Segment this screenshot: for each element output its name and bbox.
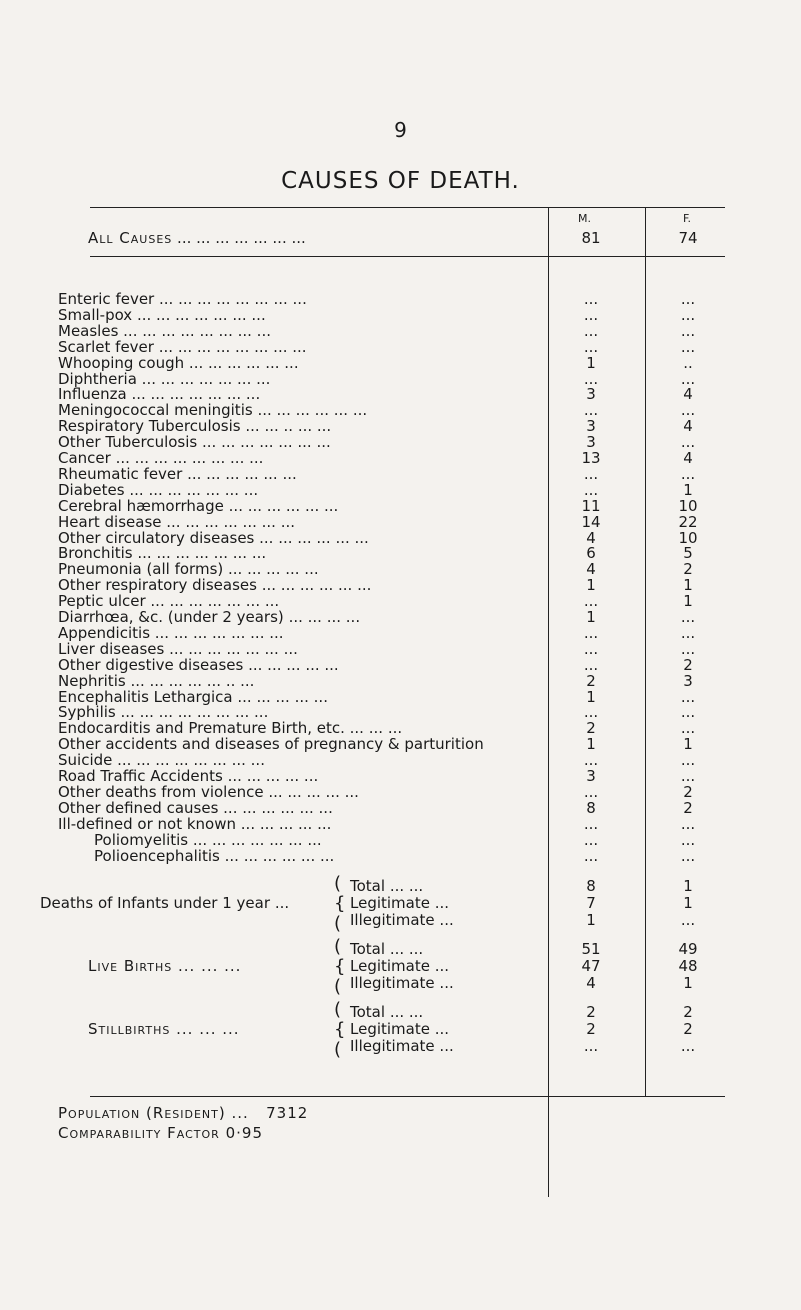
group-sub-dots: ...	[439, 911, 454, 929]
all-causes-label: All Causes	[88, 229, 173, 247]
group-m-value: 2	[586, 1003, 596, 1021]
cause-label: Appendicitis ...	[58, 623, 170, 642]
cause-f-value: ...	[680, 814, 696, 833]
cause-f-value: ...	[680, 719, 696, 738]
group-sub-dots: ...	[434, 1020, 450, 1038]
group-m-value: 47	[581, 957, 601, 975]
cause-label: Pneumonia (all forms)	[58, 560, 224, 579]
all-causes-rule	[90, 256, 725, 257]
cause-m-value: 2	[586, 671, 596, 690]
f-header: F.	[683, 212, 692, 225]
cause-label: Other respiratory diseases ...	[58, 576, 277, 595]
all-causes-row	[58, 228, 748, 248]
cause-leader-dots: ... ... ... ... ... ... ...	[136, 305, 266, 324]
cause-f-value: 5	[683, 544, 693, 563]
group-label: Deaths of Infants under 1 year	[40, 894, 271, 912]
cause-leader-dots: ... ... ... ... ...	[228, 560, 319, 579]
group-m-value: 2	[586, 1020, 596, 1038]
cause-leader-dots: ... ... .. ... ...	[245, 417, 332, 436]
group-sub-label: Total	[350, 877, 386, 895]
cause-leader-dots: ... ... ... ... ... ...	[173, 623, 284, 642]
cause-f-value: 2	[683, 782, 693, 801]
cause-f-value: ...	[680, 623, 696, 642]
cause-label: Syphilis ...	[58, 703, 135, 722]
group-brace: ( { (	[334, 873, 346, 934]
cause-f-value: ...	[680, 846, 696, 865]
cause-m-value: ...	[583, 655, 599, 674]
cause-label: Measles ...	[58, 321, 138, 340]
group-leader-dots: ... ...	[201, 957, 242, 975]
group-sub-label: Legitimate	[350, 957, 430, 975]
cause-f-value: 3	[683, 671, 693, 690]
cause-f-value: ...	[680, 401, 696, 420]
cause-leader-dots: ... ... ... ... ... ...	[187, 464, 297, 483]
cause-leader-dots: ... ... ... ... ... ... ...	[141, 369, 271, 388]
cause-leader-dots: ... ... ... ...	[287, 782, 359, 801]
group-sub-dots: ... ...	[389, 877, 424, 895]
cause-label: Road Traffic Accidents	[58, 767, 223, 785]
group-leader-dots: ... ...	[199, 1020, 240, 1038]
cause-label: Encephalitis Lethargica	[58, 687, 233, 706]
group-label: Live Births ...	[88, 957, 196, 975]
group-sub-dots: ...	[439, 974, 454, 992]
cause-leader-dots: ... ... ... ... ...	[278, 528, 369, 547]
cause-label: Poliomyelitis ...	[94, 830, 208, 849]
group-row	[58, 1036, 748, 1056]
cause-label: Influenza	[58, 385, 127, 404]
cause-f-value: 2	[683, 655, 693, 674]
cause-label: Cerebral hæmorrhage	[58, 496, 224, 515]
cause-label: Bronchitis	[58, 544, 133, 563]
cause-f-value: 2	[683, 560, 693, 579]
cause-label: Other Tuberculosis ...	[58, 433, 217, 452]
cause-m-value: ...	[583, 846, 599, 865]
population-line	[58, 1104, 308, 1122]
group-sub-dots: ... ...	[389, 940, 424, 958]
page-title: CAUSES OF DEATH.	[281, 168, 520, 194]
cause-label: Ill-defined or not known	[58, 814, 236, 833]
group-f-value: 1	[683, 974, 693, 992]
table-bottom-rule	[90, 1096, 725, 1097]
cause-m-value: 1	[586, 353, 596, 372]
cause-label: Suicide ...	[58, 751, 132, 770]
group-m-value: ...	[583, 1037, 599, 1055]
group-m-value: 7	[586, 894, 596, 912]
group-sub-dots: ...	[434, 894, 450, 912]
group-leader-dots: ...	[274, 894, 290, 912]
cause-leader-dots: ... ... ... ... ... ...	[188, 639, 298, 658]
cause-m-value: 1	[586, 735, 596, 754]
cause-f-value: 1	[683, 576, 693, 595]
cause-f-value: ...	[680, 290, 696, 308]
comparability-label: Comparability Factor	[58, 1124, 220, 1142]
cause-m-value: 1	[586, 576, 596, 595]
cause-m-value: 4	[586, 560, 596, 579]
cause-leader-dots: ... ... ... ... ...	[237, 687, 328, 706]
group-m-value: 8	[586, 877, 596, 895]
cause-leader-dots: ... ... ... ... ... ... ...	[139, 703, 269, 722]
cause-m-value: 6	[586, 544, 596, 563]
group-f-value: 2	[683, 1020, 693, 1038]
cause-label: Respiratory Tuberculosis	[58, 417, 241, 436]
group-f-value: ...	[680, 911, 696, 929]
cause-label: Other circulatory diseases ...	[58, 528, 274, 547]
cause-leader-dots: ... ... ... ... ... ... ...	[177, 337, 307, 356]
cause-leader-dots: ... ... ... ... ...	[240, 814, 332, 833]
cause-label: Cancer ...	[58, 449, 130, 467]
group-m-value: 1	[586, 911, 596, 929]
cause-f-value: ...	[680, 433, 696, 452]
cause-m-value: ...	[583, 290, 599, 308]
cause-label: Rheumatic fever	[58, 464, 183, 483]
cause-leader-dots: ... ... ... ... ... ... ...	[131, 385, 261, 404]
cause-m-value: ...	[583, 623, 599, 642]
cause-f-value: ...	[680, 687, 696, 706]
group-f-value: ...	[680, 1037, 696, 1055]
cause-leader-dots: ... ... ... ... ... ... ...	[142, 321, 271, 340]
cause-m-value: 3	[586, 767, 596, 785]
cause-label: Other digestive diseases	[58, 655, 244, 674]
group-label: Stillbirths ...	[88, 1020, 194, 1038]
cause-f-value: ...	[680, 703, 696, 722]
group-sub-label: Total	[350, 1003, 386, 1021]
cause-label: Meningococcal meningitis ...	[58, 401, 272, 420]
cause-m-value: 3	[586, 385, 596, 404]
cause-m-value: ...	[583, 639, 599, 658]
group-sub-dots: ... ...	[389, 1003, 424, 1021]
cause-m-value: ...	[583, 782, 599, 801]
group-sub-label: Legitimate	[350, 1020, 430, 1038]
cause-f-value: 10	[678, 496, 698, 515]
cause-label: Other defined causes ...	[58, 798, 238, 817]
cause-leader-dots: ... ... ... ... ...	[242, 798, 333, 817]
cause-label: Enteric fever ...	[58, 290, 174, 308]
cause-label: Nephritis	[58, 671, 126, 690]
cause-m-value: ...	[583, 321, 599, 340]
cause-label: Polioencephalitis	[94, 846, 220, 865]
population-label: Population (Resident) ...	[58, 1104, 249, 1122]
group-sub-dots: ...	[439, 1037, 454, 1055]
all-causes-f: 74	[678, 229, 698, 247]
cause-leader-dots: ... ... ... ... ... ...	[224, 846, 335, 865]
cause-m-value: 2	[586, 719, 596, 738]
cause-m-value: ...	[583, 337, 599, 356]
cause-label: Small-pox	[58, 305, 133, 324]
cause-label: Diabetes	[58, 480, 125, 499]
cause-label: Liver diseases ...	[58, 639, 184, 658]
cause-label: Scarlet fever ...	[58, 337, 174, 356]
cause-f-value: ...	[680, 305, 696, 324]
cause-m-value: ...	[583, 814, 599, 833]
cause-label: Diphtheria	[58, 369, 137, 388]
cause-leader-dots: ... ... ... ... ...	[280, 576, 372, 595]
comparability-line	[58, 1124, 263, 1142]
cause-f-value: 10	[678, 528, 698, 547]
cause-f-value: ...	[680, 830, 696, 849]
group-row	[58, 910, 748, 930]
group-f-value: 1	[683, 894, 693, 912]
cause-m-value: ...	[583, 592, 599, 611]
cause-m-value: 13	[581, 449, 601, 467]
cause-f-value: ...	[680, 608, 696, 626]
cause-m-value: 1	[586, 687, 596, 706]
cause-label: Other deaths from violence ...	[58, 782, 283, 801]
group-sub-label: Total	[350, 940, 386, 958]
cause-f-value: ...	[680, 767, 696, 785]
group-f-value: 2	[683, 1003, 693, 1021]
group-f-value: 1	[683, 877, 693, 895]
cause-m-value: ...	[583, 480, 599, 499]
group-m-value: 51	[581, 940, 601, 958]
population-value: 7312	[266, 1104, 309, 1122]
group-brace: ( { (	[334, 999, 346, 1060]
cause-leader-dots: ... ... ... ... ... ...	[169, 592, 280, 611]
group-sub-dots: ...	[434, 957, 450, 975]
table-top-rule	[90, 207, 725, 208]
cause-m-value: ...	[583, 830, 599, 849]
cause-f-value: ...	[680, 639, 696, 658]
cause-f-value: 2	[683, 798, 693, 817]
cause-f-value: 4	[683, 449, 693, 467]
group-f-value: 49	[678, 940, 698, 958]
group-sub-label: Legitimate	[350, 894, 430, 912]
cause-m-value: ...	[583, 464, 599, 483]
cause-m-value: ...	[583, 751, 599, 770]
cause-m-value: ...	[583, 369, 599, 388]
cause-m-value: ...	[583, 401, 599, 420]
cause-f-value: ...	[680, 464, 696, 483]
cause-label: Endocarditis and Premature Birth, etc. ...	[58, 719, 364, 738]
cause-leader-dots: ... ... ... ... ... ... ...	[178, 290, 307, 308]
group-sub-label: Illegitimate	[350, 1037, 435, 1055]
all-causes-m: 81	[581, 229, 601, 247]
cause-leader-dots: ... ... ... ... ... ...	[188, 353, 299, 372]
page-number: 9	[394, 118, 407, 142]
cause-m-value: 1	[586, 608, 596, 626]
cause-label: Diarrhœa, &c. (under 2 years)	[58, 608, 284, 626]
cause-m-value: 3	[586, 433, 596, 452]
cause-m-value: 11	[581, 496, 601, 515]
cause-leader-dots: ... ... ... ... ... ... ...	[134, 449, 264, 467]
cause-m-value: ...	[583, 703, 599, 722]
cause-leader-dots: ... ... ... ... ... ...	[185, 512, 296, 531]
cause-leader-dots: ... ... ... ... ... .. ...	[130, 671, 255, 690]
cause-label: Whooping cough	[58, 353, 185, 372]
cause-leader-dots: ... ... ... ... ...	[248, 655, 339, 674]
cause-label: Other accidents and diseases of pregnancy & parturition	[58, 735, 484, 754]
group-sub-label: Illegitimate	[350, 974, 435, 992]
all-causes-dots: ... ... ... ... ... ... ...	[177, 229, 306, 247]
cause-m-value: ...	[583, 305, 599, 324]
cause-leader-dots: ... ... ... ... ... ... ...	[136, 751, 265, 770]
m-header: M.	[578, 212, 591, 225]
cause-leader-dots: ... ... ... ... ... ...	[221, 433, 331, 452]
comparability-value: 0·95	[225, 1124, 264, 1142]
cause-f-value: ...	[680, 337, 696, 356]
cause-f-value: ...	[680, 751, 696, 770]
cause-leader-dots: ... ... ... ...	[288, 608, 361, 626]
group-f-value: 48	[678, 957, 698, 975]
cause-label: Heart disease ...	[58, 512, 181, 531]
cause-f-value: 1	[683, 592, 693, 611]
cause-f-value: 1	[683, 735, 693, 754]
cause-f-value: 4	[683, 385, 693, 404]
cause-f-value: 4	[683, 417, 693, 436]
cause-leader-dots: ... ... ... ... ... ...	[211, 830, 322, 849]
group-brace: ( { (	[334, 936, 346, 997]
cause-leader-dots: ... ... ... ... ... ... ...	[129, 480, 259, 499]
cause-leader-dots: ... ... ... ... ... ... ...	[137, 544, 267, 563]
cause-leader-dots: ... ... ... ... ...	[276, 401, 368, 420]
cause-f-value: ...	[680, 321, 696, 340]
cause-m-value: 4	[586, 528, 596, 547]
cause-row	[58, 846, 748, 866]
cause-m-value: 8	[586, 798, 596, 817]
cause-f-value: ...	[680, 369, 696, 388]
cause-label: Peptic ulcer ...	[58, 592, 165, 611]
group-row	[58, 973, 748, 993]
cause-f-value: 22	[678, 512, 698, 531]
cause-leader-dots: ... ... ... ... ...	[227, 767, 319, 785]
cause-f-value: ..	[683, 353, 693, 372]
cause-leader-dots: ... ...	[368, 719, 403, 738]
cause-leader-dots: ... ... ... ... ... ...	[228, 496, 339, 515]
cause-m-value: 14	[581, 512, 601, 531]
cause-f-value: 1	[683, 480, 693, 499]
group-sub-label: Illegitimate	[350, 911, 435, 929]
cause-m-value: 3	[586, 417, 596, 436]
m-column-rule-lower	[548, 1097, 549, 1197]
group-m-value: 4	[586, 974, 596, 992]
